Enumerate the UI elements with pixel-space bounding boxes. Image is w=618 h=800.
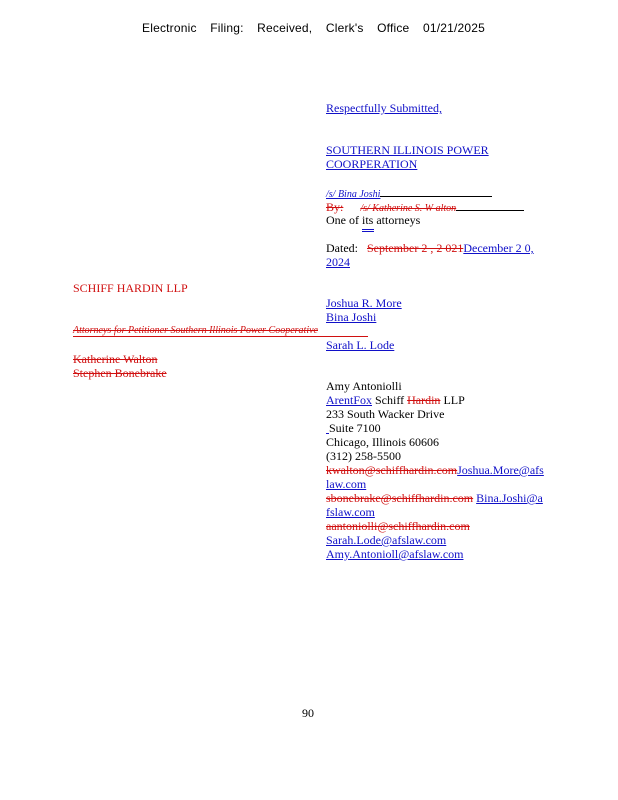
- email-1-deleted: kwalton@schiffhardin.com: [326, 463, 458, 477]
- counsel-name-2: Bina Joshi: [326, 310, 377, 324]
- email-5-inserted[interactable]: Amy.Antonioll@afslaw.com: [326, 547, 464, 561]
- signature-blank-line-2: [456, 199, 524, 211]
- deleted-underline: [73, 336, 368, 337]
- dated-label: Dated:: [326, 241, 358, 255]
- address-street: 233 South Wacker Drive: [326, 407, 445, 421]
- address-city: Chicago, Illinois 60606: [326, 435, 439, 449]
- signature-blank-line: [380, 185, 492, 197]
- dated-inserted-line2: 2024: [326, 255, 350, 269]
- firm-kept-2: LLP: [443, 393, 465, 407]
- firm-deleted: Hardin: [407, 393, 441, 407]
- dated-deleted: September 2 , 2 021: [367, 241, 464, 255]
- counsel-name-main: Amy Antoniolli: [326, 379, 402, 393]
- page-number: 90: [302, 706, 314, 720]
- attorneys-for-petitioner: Attorneys for Petitioner Southern Illinois Power Cooperative: [73, 325, 318, 336]
- email-2-inserted[interactable]: Bina.Joshi@afslaw.com: [326, 491, 543, 519]
- address-suite: [326, 421, 381, 435]
- email-3-deleted: aantoniolli@schiffhardin.com: [326, 519, 470, 533]
- company-name-line2: COORPERATION: [326, 157, 418, 171]
- counsel-firm-line: [326, 393, 465, 407]
- dated-line: [326, 241, 534, 255]
- counsel-name-1: Joshua R. More: [326, 296, 402, 310]
- inserted-marker: [362, 229, 374, 230]
- address-phone: (312) 258-5500: [326, 449, 401, 463]
- email-block-2: [326, 491, 544, 519]
- counsel-name-3: Sarah L. Lode: [326, 338, 395, 352]
- filing-header: Electronic Filing: Received, Clerk's Office 01/21/2025: [142, 21, 486, 35]
- address-suite-text: Suite 7100: [329, 421, 381, 435]
- signature-deleted-by: By:: [326, 200, 344, 214]
- deleted-name-1: Katherine Walton: [73, 352, 158, 366]
- one-of-attorneys: One of its attorneys: [326, 213, 421, 227]
- closing-text: Respectfully Submitted,: [326, 101, 442, 115]
- firm-name-left: SCHIFF HARDIN LLP: [73, 281, 188, 295]
- dated-inserted-line1: December 2 0,: [463, 241, 534, 255]
- email-2-deleted: sbonebrake@schiffhardin.com: [326, 491, 474, 505]
- inserted-marker-2: [362, 231, 374, 232]
- deleted-name-2: Stephen Bonebrake: [73, 366, 167, 380]
- email-block-1: [326, 463, 544, 491]
- email-4-inserted[interactable]: Sarah.Lode@afslaw.com: [326, 533, 447, 547]
- firm-inserted: ArentFox: [326, 393, 372, 407]
- signature-inserted: /s/ Bina Joshi: [326, 189, 381, 200]
- firm-kept-1: Schiff: [375, 393, 405, 407]
- email-1-inserted[interactable]: Joshua.More@afslaw.com: [326, 463, 544, 491]
- signature-deleted-name: /s/ Katherine S. W alton: [360, 203, 457, 214]
- company-name-line1: SOUTHERN ILLINOIS POWER: [326, 143, 489, 157]
